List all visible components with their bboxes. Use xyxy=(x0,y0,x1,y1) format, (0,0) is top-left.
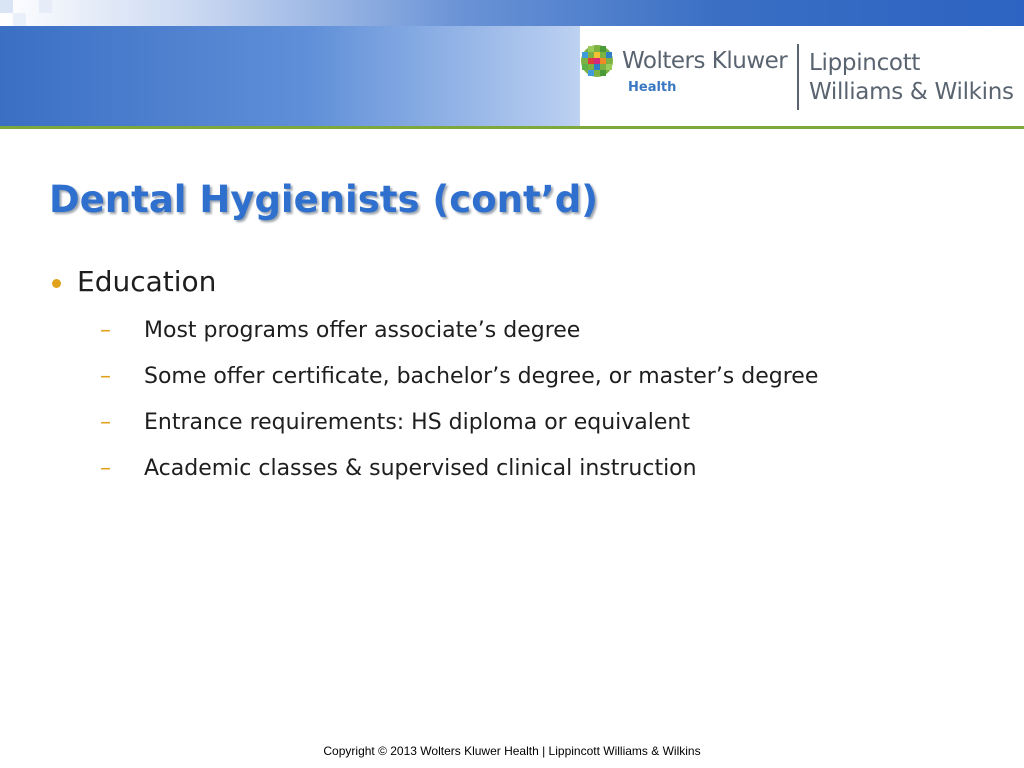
bullet-item xyxy=(52,265,216,298)
sub-bullet-text: Most programs offer associate’s degree xyxy=(144,318,581,343)
header-divider-line xyxy=(0,126,1024,129)
footer xyxy=(0,744,1024,758)
sub-bullet-list xyxy=(100,318,818,502)
sub-bullet-text: Entrance requirements: HS diploma or equivalent xyxy=(144,410,690,435)
dash-icon: – xyxy=(100,456,111,481)
decor-square xyxy=(0,0,13,13)
slide-title: Dental Hygienists (cont’d) xyxy=(49,178,599,221)
dash-icon: – xyxy=(100,410,111,435)
copyright-text: Copyright © 2013 Wolters Kluwer Health | Lippincott Williams & Wilkins xyxy=(323,744,701,758)
logo-partner-line2: Williams & Wilkins xyxy=(809,79,1014,105)
sub-bullet-text: Some offer certificate, bachelor’s degree, or master’s degree xyxy=(144,364,819,389)
dash-icon: – xyxy=(100,318,111,343)
dash-icon: – xyxy=(100,364,111,389)
decor-square xyxy=(39,0,52,13)
sub-bullet-text: Academic classes & supervised clinical instruction xyxy=(144,456,697,481)
header-top-stripe xyxy=(0,0,1024,26)
sub-bullet-item xyxy=(100,410,818,456)
bullet-text: Education xyxy=(77,265,217,298)
decor-square xyxy=(13,13,26,26)
bullet-dot-icon xyxy=(52,279,61,288)
logo-partner-line1: Lippincott xyxy=(809,50,921,76)
wolters-kluwer-logo-icon xyxy=(580,44,614,78)
sub-bullet-item xyxy=(100,456,818,502)
publisher-logo xyxy=(580,42,1020,114)
logo-brand-text: Wolters Kluwer xyxy=(622,48,788,74)
sub-bullet-item xyxy=(100,318,818,364)
logo-division-text: Health xyxy=(628,80,677,95)
sub-bullet-item xyxy=(100,364,818,410)
logo-divider xyxy=(797,44,799,110)
